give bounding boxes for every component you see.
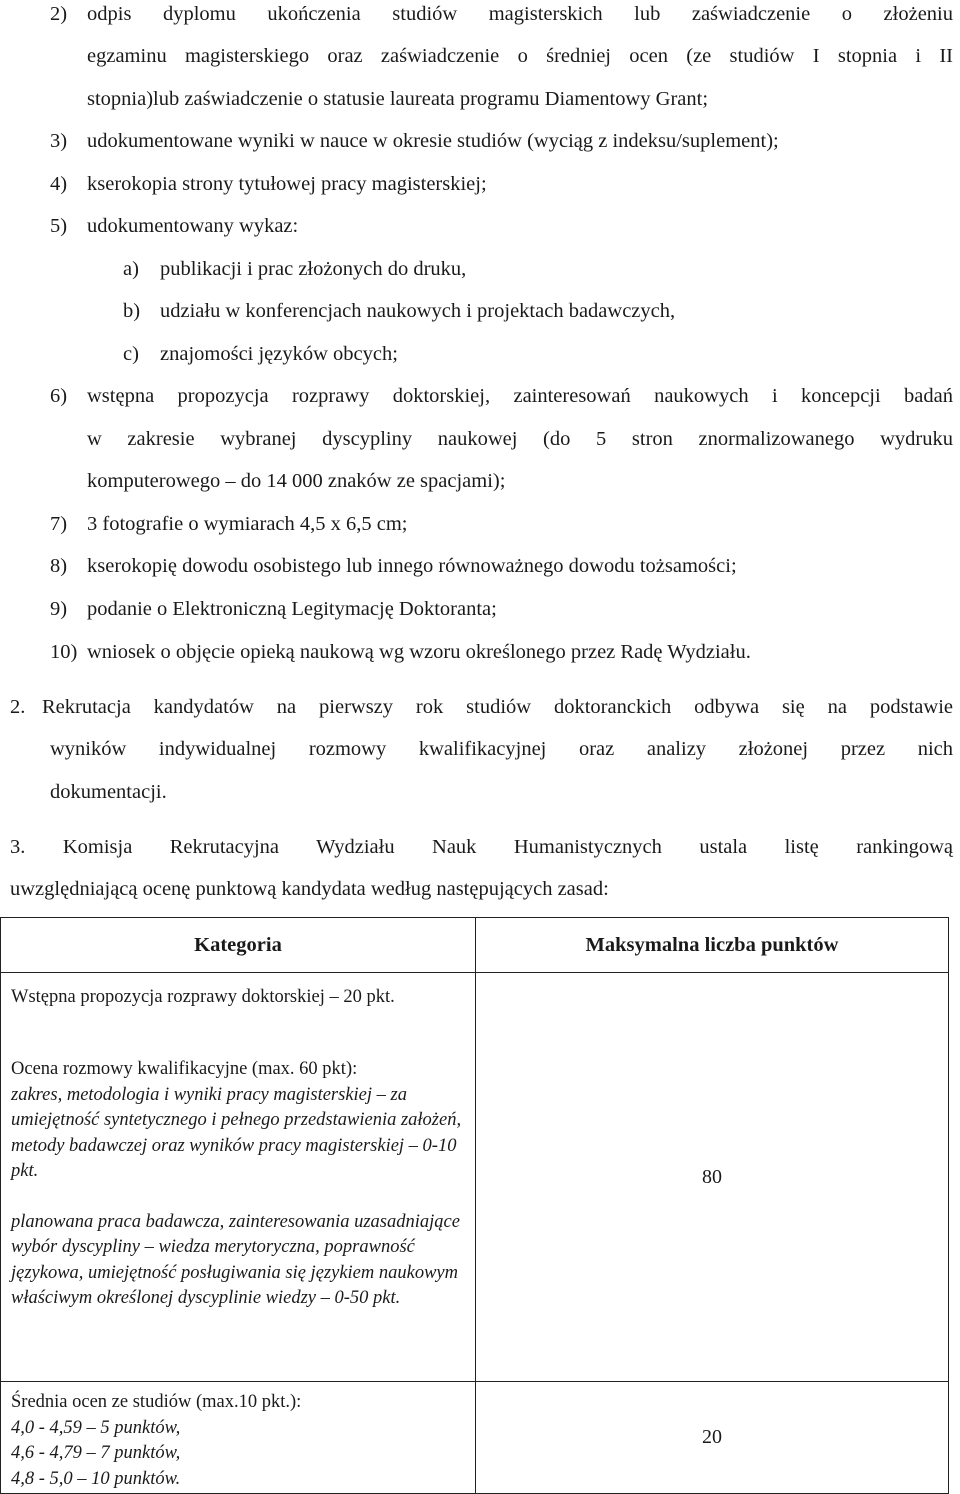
list-item-5b: udziału w konferencjach naukowych i projektach badawczych,	[160, 300, 676, 322]
points-cell	[476, 973, 949, 1382]
paragraph-3-line2: uwzględniającą ocenę punktową kandydata według następujących zasad:	[10, 878, 609, 900]
category-cell	[1, 973, 476, 1382]
list-number: 2)	[50, 3, 68, 25]
grade-range: 4,0 - 4,59 – 5 punktów,	[11, 1417, 181, 1438]
points-value: 20	[702, 1426, 722, 1448]
column-header-max-points: Maksymalna liczba punktów	[476, 918, 949, 973]
table-row	[1, 1382, 949, 1494]
interview-criterion-a: zakres, metodologia i wyniki pracy magisterskiej – za umiejętność syntetycznego i pełnego przedstawienia założeń, metody badawczej oraz wyników pracy magisterskiej – 0-10 pkt.	[11, 1084, 462, 1181]
list-item-6-line2: w zakresie wybranej dyscypliny naukowej (do 5 stron znormalizowanego wydruku	[87, 428, 953, 450]
list-item-8: kserokopię dowodu osobistego lub innego równoważnego dowodu tożsamości;	[87, 555, 737, 577]
list-item-6-line3: komputerowego – do 14 000 znaków ze spacjami);	[87, 470, 506, 492]
list-item-2-line1: odpis dyplomu ukończenia studiów magisterskich lub zaświadczenie o złożeniu	[87, 3, 953, 25]
list-number: 9)	[50, 598, 68, 620]
column-header-category: Kategoria	[1, 918, 476, 973]
list-item-7: 3 fotografie o wymiarach 4,5 x 6,5 cm;	[87, 513, 408, 535]
sublist-letter: c)	[123, 343, 139, 365]
points-cell	[476, 1382, 949, 1494]
interview-title: Ocena rozmowy kwalifikacyjne (max. 60 pkt):	[11, 1059, 358, 1079]
list-item-4: kserokopia strony tytułowej pracy magisterskiej;	[87, 173, 487, 195]
list-item-5c: znajomości języków obcych;	[160, 343, 398, 365]
list-item-5: udokumentowany wykaz:	[87, 215, 299, 237]
list-item-2-line3: stopnia)lub zaświadczenie o statusie laureata programu Diamentowy Grant;	[87, 88, 709, 110]
list-item-2-line2: egzaminu magisterskiego oraz zaświadczenie o średniej ocen (ze studiów I stopnia i II	[87, 45, 953, 67]
grade-range: 4,8 - 5,0 – 10 punktów.	[11, 1468, 181, 1489]
paragraph-number: 2.	[10, 696, 26, 718]
paragraph-2-line2: wyników indywidualnej rozmowy kwalifikacyjnej oraz analizy złożonej przez nich	[50, 738, 953, 760]
table-header-row	[1, 918, 949, 973]
list-number: 10)	[50, 641, 78, 663]
grade-range: 4,6 - 4,79 – 7 punktów,	[11, 1443, 181, 1463]
list-number: 6)	[50, 385, 68, 407]
list-item-3: udokumentowane wyniki w nauce w okresie studiów (wyciąg z indeksu/suplement);	[87, 130, 779, 152]
grade-average-title: Średnia ocen ze studiów (max.10 pkt.):	[11, 1392, 302, 1412]
list-item-6-line1: wstępna propozycja rozprawy doktorskiej, zainteresowań naukowych i koncepcji badań	[87, 385, 953, 407]
proposal-text: Wstępna propozycja rozprawy doktorskiej – 20 pkt.	[11, 987, 395, 1007]
list-item-10: wniosek o objęcie opieką naukową wg wzoru określonego przez Radę Wydziału.	[87, 641, 751, 663]
list-number: 4)	[50, 173, 68, 195]
category-cell	[1, 1382, 476, 1494]
list-item-9: podanie o Elektroniczną Legitymację Doktoranta;	[87, 598, 497, 620]
sublist-letter: b)	[123, 300, 141, 322]
list-number: 5)	[50, 215, 68, 237]
paragraph-2-line1: Rekrutacja kandydatów na pierwszy rok studiów doktoranckich odbywa się na podstawie	[42, 696, 953, 718]
table-row	[1, 973, 949, 1382]
paragraph-3-line1: 3. Komisja Rekrutacyjna Wydziału Nauk Humanistycznych ustala listę rankingową	[10, 836, 953, 858]
list-number: 8)	[50, 555, 68, 577]
list-item-5a: publikacji i prac złożonych do druku,	[160, 258, 467, 280]
points-table	[0, 917, 949, 1494]
interview-criterion-b: planowana praca badawcza, zainteresowania uzasadniające wybór dyscypliny – wiedza merytoryczna, poprawność językowa, umiejętność posługiwania się językiem naukowym właściwym określonej dyscyplinie wiedzy – 0-50 pkt.	[11, 1211, 460, 1308]
points-value: 80	[702, 1165, 722, 1188]
paragraph-2-line3: dokumentacji.	[50, 781, 167, 803]
list-number: 7)	[50, 513, 68, 535]
list-number: 3)	[50, 130, 68, 152]
sublist-letter: a)	[123, 258, 139, 280]
